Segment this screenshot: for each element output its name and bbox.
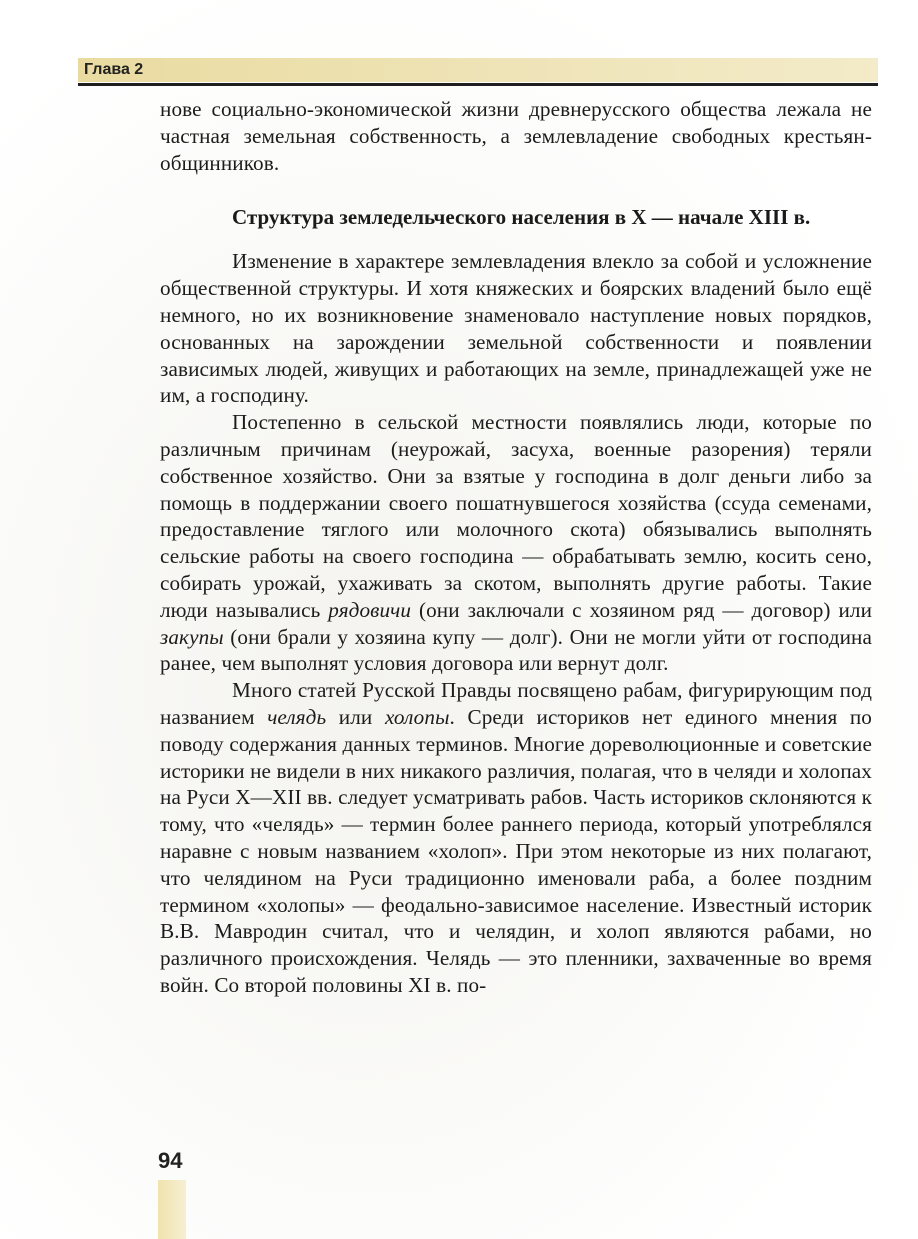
chapter-header-band xyxy=(78,58,878,82)
margin-color-strip xyxy=(158,1180,186,1239)
intro-paragraph: нове социально-экономической жизни древнерусского общества лежала не частная земельная собственность, а землевладение свободных крестьян-общинников. xyxy=(160,97,872,175)
term-ryadovichi: рядовичи xyxy=(328,597,412,622)
term-chelyad: челядь xyxy=(267,704,327,729)
paragraph-2-text-b: (они заключали с хозяином ряд — договор) или xyxy=(411,597,873,622)
page-number: 94 xyxy=(158,1148,183,1173)
term-kholopy: холопы xyxy=(384,704,450,729)
header-divider xyxy=(78,83,878,86)
paragraph-1: Изменение в характере землевладения влекло за собой и усложнение общественной структуры. И хотя княжеских и боярских владений было ещё немного, но их возникновение знаменовало наступление новых порядков, основанных на зарождении земельной собственности и появлении зависимых людей, живущих и работающих на земле, принадлежащей уже не им, а господину. xyxy=(160,249,872,408)
paragraph-2-text-a: Постепенно в сельской местности появлялись люди, которые по различным причинам (неурожай, засуха, военные разорения) теряли собственное хозяйство. Они за взятые у господина в долг деньги либо за помощь в поддержании своего пошатнувшегося хозяйства (ссуда семенами, предоставление тяглого или молочного скота) обязывались выполнять сельские работы на своего господина — обрабатывать землю, косить сено, собирать урожай, ухаживать за скотом, выполнять другие работы. Такие люди назывались xyxy=(160,410,872,622)
section-heading: Структура земледельческого населения в X — начале XIII в. xyxy=(232,205,811,230)
paragraph-3-text-b: или xyxy=(326,704,385,729)
paragraph-3-text-a: Много статей Русской Правды посвящено рабам, фигурирующим под названием xyxy=(160,678,872,729)
term-zakupy: закупы xyxy=(160,624,224,649)
paragraph-3-text-c: . Среди историков нет единого мнения по поводу содержания данных терминов. Многие дореволюционные и советские историки не видели в них никакого различия, полагая, что в челяди и холопах на Руси X—XII вв. следует усматривать рабов. Часть историков склоняются к тому, что «челядь» — термин более раннего периода, который употреблялся наравне с новым названием «холоп». При этом некоторые из них полагают, что челядином на Руси традиционно именовали раба, а более поздним термином «холопы» — феодально-зависимое население. Известный историк В.В. Мавродин считал, что и челядин, и холоп являются рабами, но различного происхождения. Челядь — это пленники, захваченные во время войн. Со второй половины XI в. по- xyxy=(160,704,872,997)
chapter-label: Глава 2 xyxy=(84,61,144,78)
paragraph-3 xyxy=(160,677,872,999)
paragraph-2-text-c: (они брали у хозяина купу — долг). Они не могли уйти от господина ранее, чем выполнят условия договора или вернут долг. xyxy=(160,624,872,676)
page-body xyxy=(160,96,872,999)
paragraph-2 xyxy=(160,409,872,677)
